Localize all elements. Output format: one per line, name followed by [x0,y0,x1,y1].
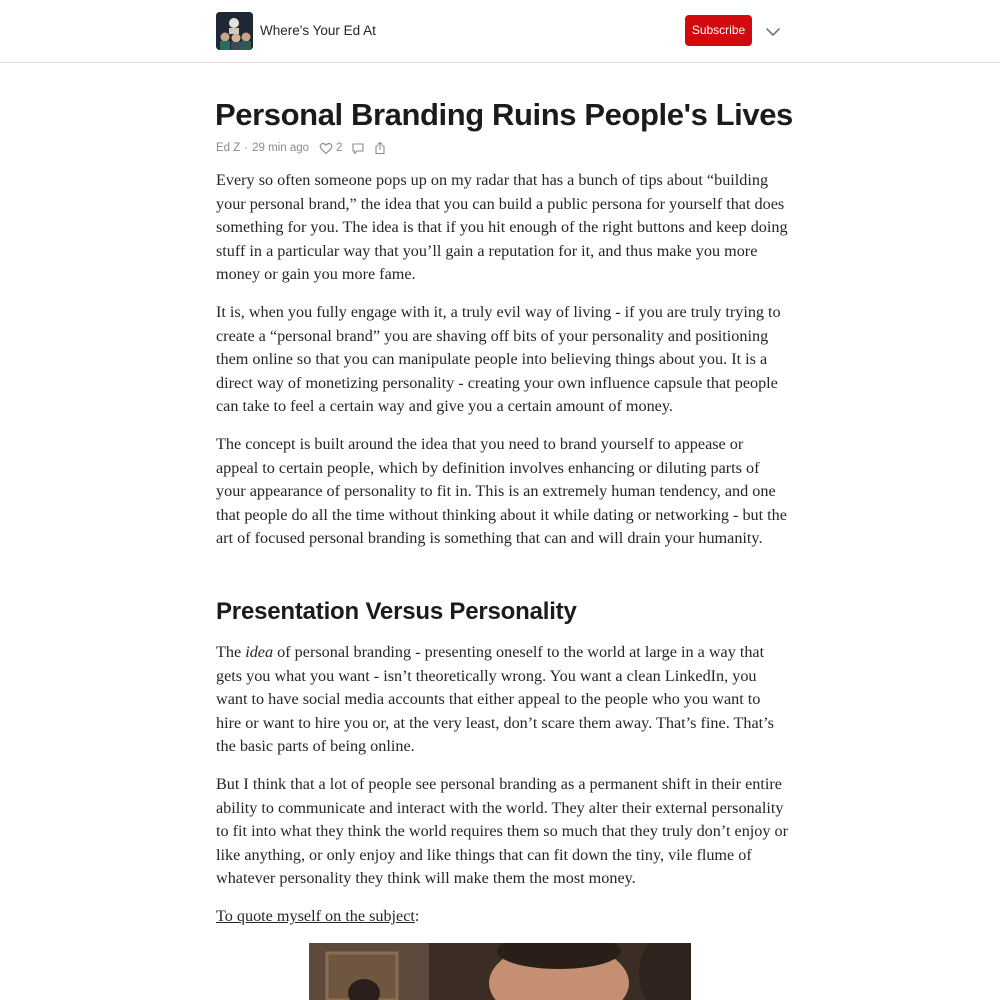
article-paragraph: But I think that a lot of people see personal branding as a permanent shift in their entire ability to communicate and interact with the world. They alter their external personality to fit into what they think the world requires them so much that they truly don’t enjoy or like anything, or only enjoy and like things that can fit down the tiny, vile flume of whatever personality they think will make them the most money. [216,775,789,887]
emphasis-text: idea [245,643,274,661]
article-photo [309,943,691,1000]
chevron-down-icon[interactable] [765,25,781,37]
like-count: 2 [336,142,343,154]
photo-icon [309,943,691,1000]
share-icon[interactable] [374,141,386,155]
meta-separator: · [244,142,249,154]
site-name[interactable]: Where's Your Ed At [260,23,376,38]
site-logo[interactable] [216,12,253,50]
site-header [0,0,1000,63]
article-paragraph [216,905,788,929]
paragraph-prefix: The [216,643,246,661]
article-title: Personal Branding Ruins People's Lives [215,97,793,132]
subscribe-button[interactable]: Subscribe [685,15,752,46]
author-name[interactable]: Ed Z [216,142,241,154]
publish-time: 29 min ago [252,142,310,154]
paragraph-suffix: : [414,907,420,925]
article-paragraph: It is, when you fully engage with it, a truly evil way of living - if you are truly trying to create a “personal brand” you are shaving off bits of your personality and positioning them online so that you can manipulate people into believing things about you. It is a direct way of monetizing personality - creating your own influence capsule that people can take to feel a certain way and give you a certain amount of money. [216,303,781,415]
article-paragraph: Every so often someone pops up on my radar that has a bunch of tips about “building your personal brand,” the idea that you can build a public persona for yourself that does something for you. The idea is that if you hit enough of the right buttons and keep doing stuff in a particular way that you’ll gain a reputation for it, and thus make you more money or gain you more fame. [216,171,788,283]
site-logo-portraits-icon [216,12,253,50]
article-paragraph: The concept is built around the idea that you need to brand yourself to appease or appeal to certain people, which by definition involves enhancing or diluting parts of your appearance of personality to fit in. This is an extremely human tendency, and one that people do all the time without thinking about it while dating or networking - but the art of focused personal branding is something that can and will drain your humanity. [216,435,787,547]
heart-icon[interactable] [319,142,333,155]
quote-link[interactable]: To quote myself on the subject [216,907,415,925]
comment-icon[interactable] [351,142,365,155]
paragraph-rest: of personal branding - presenting oneself to the world at large in a way that gets you what you want - isn’t theoretically wrong. You want a clean LinkedIn, you want to have social media accounts that either appeal to the people who you want to hire or want to hire you or, at the very least, don’t scare them away. That’s fine. That’s the basic parts of being online. [216,643,774,755]
section-heading: Presentation Versus Personality [216,598,577,625]
article-meta [216,140,386,156]
article-paragraph [216,641,788,759]
